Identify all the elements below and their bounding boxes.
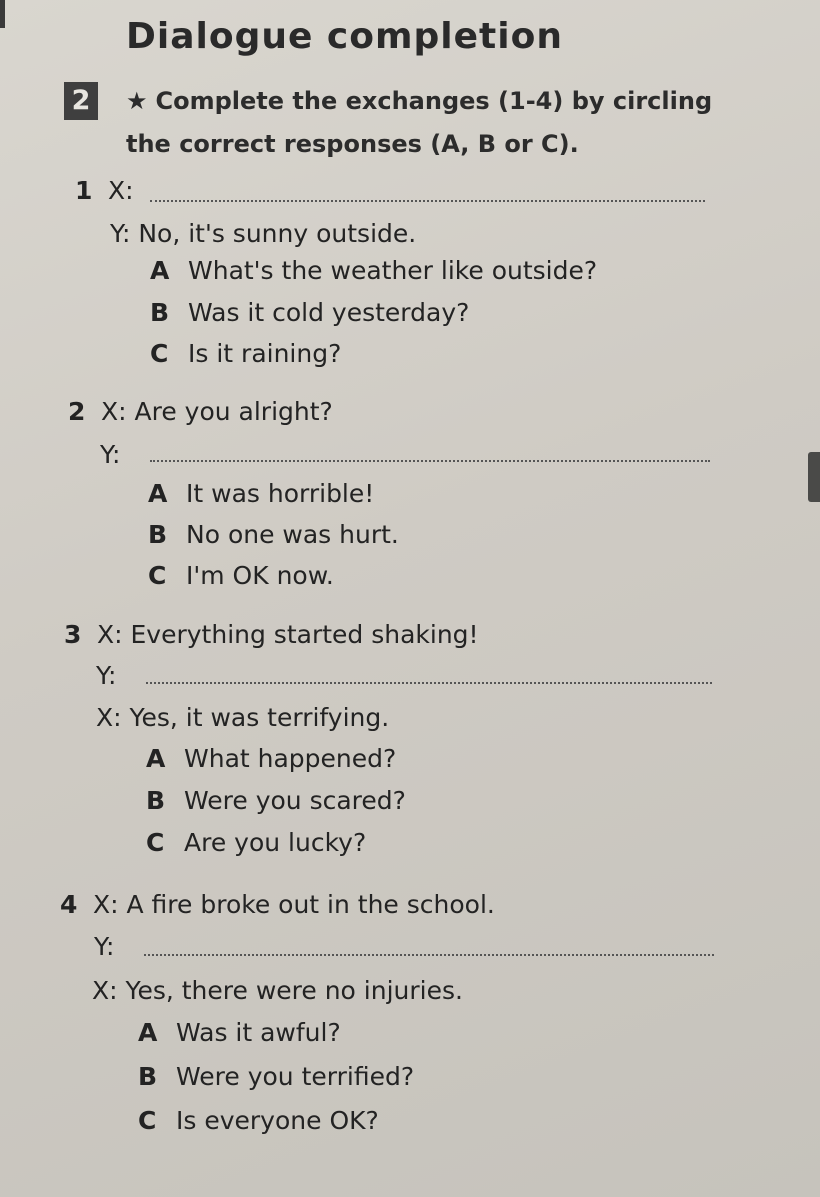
item-3-line-3: X: Yes, it was terrifying. — [96, 703, 390, 732]
option-letter: B — [146, 786, 166, 815]
option-text: Are you lucky? — [184, 828, 367, 857]
option-text: I'm OK now. — [186, 561, 334, 590]
option-letter: A — [138, 1018, 158, 1047]
option-text: Is it raining? — [188, 339, 342, 368]
option-letter: B — [148, 520, 168, 549]
item-3-option-c[interactable] — [146, 828, 366, 857]
dialogue-line: X: Are you alright? — [101, 397, 333, 426]
item-4-line-3: X: Yes, there were no injuries. — [92, 976, 463, 1005]
item-4-option-a[interactable] — [138, 1018, 341, 1047]
option-text: What happened? — [184, 744, 397, 773]
item-number: 2 — [68, 397, 86, 426]
item-1-option-b[interactable] — [150, 298, 469, 327]
option-letter: B — [138, 1062, 158, 1091]
item-3-option-a[interactable] — [146, 744, 396, 773]
item-3-line-2: Y: — [96, 661, 117, 690]
option-text: It was horrible! — [186, 479, 375, 508]
item-2-option-c[interactable] — [148, 561, 334, 590]
page-tab-mark — [808, 452, 820, 502]
option-letter: A — [146, 744, 166, 773]
answer-blank[interactable] — [150, 200, 705, 202]
dialogue-line: X: Everything started shaking! — [97, 620, 479, 649]
option-text: Was it awful? — [176, 1018, 341, 1047]
option-letter: C — [138, 1106, 157, 1135]
answer-blank[interactable] — [150, 460, 710, 462]
dialogue-line: X: A fire broke out in the school. — [93, 890, 495, 919]
exercise-instruction — [126, 80, 746, 166]
option-letter: C — [148, 561, 167, 590]
instruction-text: Complete the exchanges (1-4) by circling the correct responses (A, B or C). — [126, 87, 713, 158]
item-4-line-2: Y: — [94, 932, 115, 961]
exercise-number-badge: 2 — [64, 82, 98, 120]
option-letter: A — [150, 256, 170, 285]
answer-blank[interactable] — [146, 682, 712, 684]
option-letter: B — [150, 298, 170, 327]
option-letter: C — [146, 828, 165, 857]
option-text: Were you scared? — [184, 786, 406, 815]
option-letter: C — [150, 339, 169, 368]
option-text: No one was hurt. — [186, 520, 399, 549]
item-2-option-a[interactable] — [148, 479, 374, 508]
star-icon: ★ — [126, 87, 148, 115]
item-number: 1 — [75, 176, 93, 205]
option-text: Was it cold yesterday? — [188, 298, 470, 327]
answer-blank[interactable] — [144, 954, 714, 956]
option-letter: A — [148, 479, 168, 508]
item-1-option-a[interactable] — [150, 256, 597, 285]
item-number: 4 — [60, 890, 78, 919]
item-2-option-b[interactable] — [148, 520, 399, 549]
item-3-option-b[interactable] — [146, 786, 406, 815]
option-text: Is everyone OK? — [176, 1106, 379, 1135]
item-1-option-c[interactable] — [150, 339, 341, 368]
dialogue-line: X: — [108, 176, 134, 205]
page-title: Dialogue completion — [126, 16, 563, 57]
item-number: 3 — [64, 620, 82, 649]
page-edge-mark — [0, 0, 5, 28]
option-text: What's the weather like outside? — [188, 256, 598, 285]
item-4-option-b[interactable] — [138, 1062, 414, 1091]
item-2-line-2: Y: — [100, 440, 121, 469]
item-4-option-c[interactable] — [138, 1106, 379, 1135]
option-text: Were you terrified? — [176, 1062, 415, 1091]
item-1-line-2: Y: No, it's sunny outside. — [110, 219, 417, 248]
